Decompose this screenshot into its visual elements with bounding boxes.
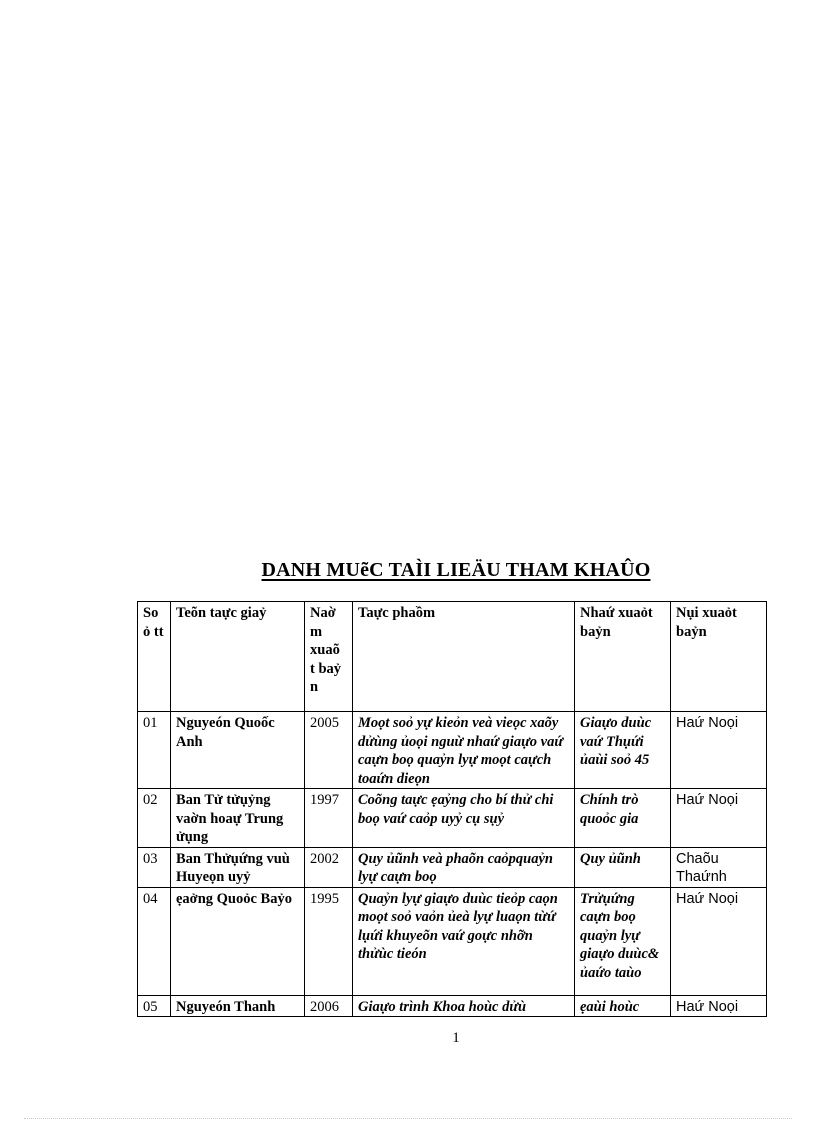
page-title: DANH MUẽC TAÌI LIEÄU THAM KHAÛO [261, 559, 651, 581]
cell-year: 1995 [305, 887, 353, 995]
cell-place: Chaõu Thaứnh [671, 847, 767, 887]
cell-author: Nguyeón Quoốc Anh [171, 712, 305, 789]
cell-no: 01 [138, 712, 171, 789]
cell-publisher: Quy ủũnh [575, 847, 671, 887]
cell-title: Coõng taực ẹaỷng cho bí thử chi boọ vaứ caỏp uyỷ cụ sụỷ [353, 789, 575, 848]
cell-title: Moọt soỏ yự kieỏn veà vieọc xaõy dửùng ủoọi nguừ nhaứ giaựo vaứ caựn boọ quaỷn lyự moọt caựch toaứn dieọn [353, 712, 575, 789]
cell-publisher: Trửụứng caựn boọ quaỷn lyự giaựo duùc& ủaứo taùo [575, 887, 671, 995]
cell-title: Giaựo trình Khoa hoùc dửù [353, 995, 575, 1017]
cell-author: Ban Thửụứng vuù Huyeọn uyỷ [171, 847, 305, 887]
cell-author: Nguyeón Thanh [171, 995, 305, 1017]
cell-publisher: Giaựo duùc vaứ Thụứi ủaùi soỏ 45 [575, 712, 671, 789]
table-row [138, 995, 767, 1017]
header-no: So ỏ tt [138, 602, 171, 712]
cell-author: ẹaởng Quoỏc Baỷo [171, 887, 305, 995]
cell-no: 02 [138, 789, 171, 848]
cell-no: 04 [138, 887, 171, 995]
cell-year: 1997 [305, 789, 353, 848]
table-row [138, 789, 767, 848]
cell-no: 03 [138, 847, 171, 887]
header-year: Naờ m xuaõ t baỷ n [305, 602, 353, 712]
cell-place: Haứ Noọi [671, 995, 767, 1017]
cell-place: Haứ Noọi [671, 887, 767, 995]
cell-year: 2002 [305, 847, 353, 887]
cell-publisher: Chính trò quoỏc gia [575, 789, 671, 848]
cell-title: Quy ủũnh veà phaõn caỏpquaỷn lyự caựn boọ [353, 847, 575, 887]
cell-title: Quaỷn lyự giaựo duùc tieỏp caọn moọt soỏ vaỏn ủeà lyự luaọn từứ lụứi khuyeõn vaứ goực nhỡn thửùc tieón [353, 887, 575, 995]
cell-place: Haứ Noọi [671, 712, 767, 789]
cell-year: 2006 [305, 995, 353, 1017]
header-publisher: Nhaứ xuaỏt baỷn [575, 602, 671, 712]
reference-table [137, 601, 767, 1017]
cell-year: 2005 [305, 712, 353, 789]
cell-publisher: ẹaùi hoùc [575, 995, 671, 1017]
table-row [138, 712, 767, 789]
table-row [138, 887, 767, 995]
cell-author: Ban Tử tửụỷng vaờn hoaự Trung ửụng [171, 789, 305, 848]
cell-no: 05 [138, 995, 171, 1017]
header-place: Nụi xuaỏt baỷn [671, 602, 767, 712]
page-bottom-divider [24, 1118, 792, 1119]
header-author: Teõn taực giaỷ [171, 602, 305, 712]
table-header-row [138, 602, 767, 712]
header-title: Taực phaồm [353, 602, 575, 712]
cell-place: Haứ Noọi [671, 789, 767, 848]
table-row [138, 847, 767, 887]
page-number: 1 [452, 1030, 460, 1046]
